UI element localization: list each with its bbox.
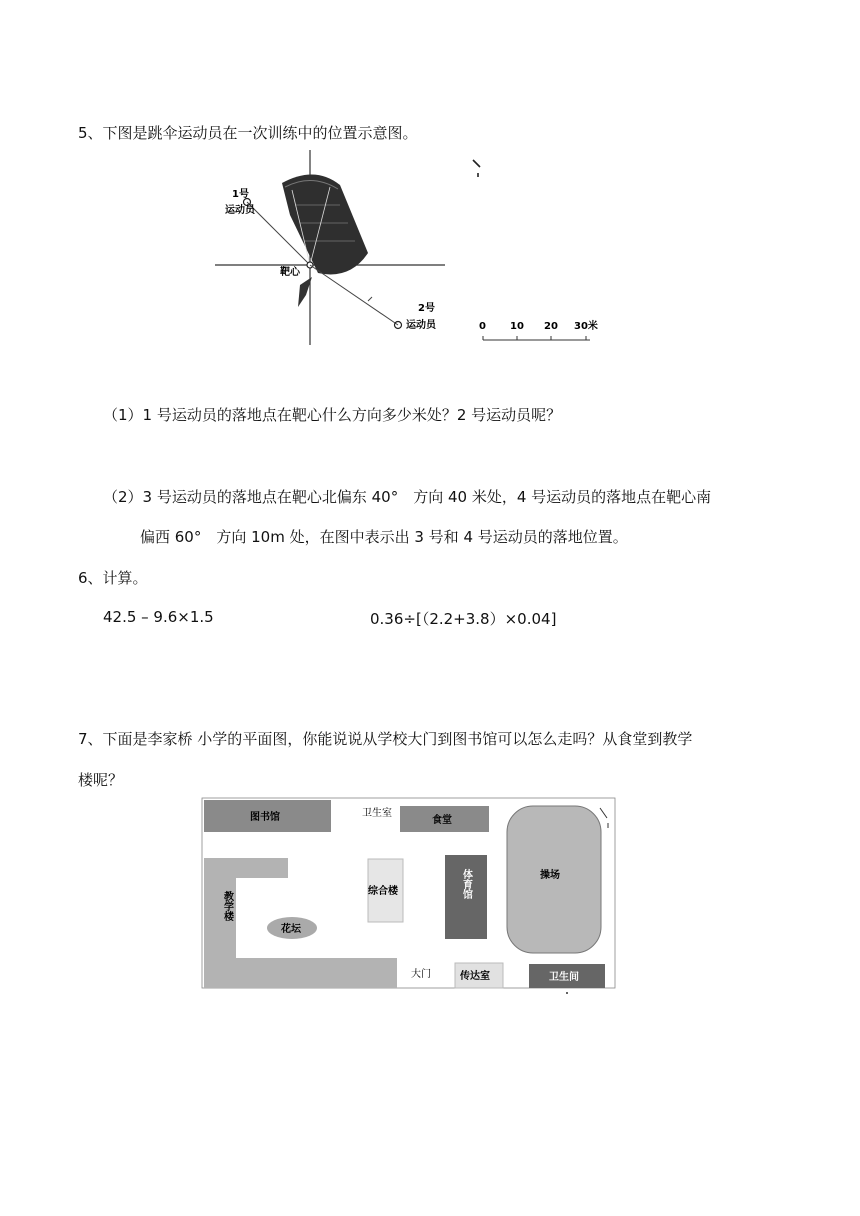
- scale-bar: [479, 319, 598, 340]
- map-teaching-label: 教学楼: [221, 891, 233, 921]
- map-canteen-label: 食堂: [432, 815, 452, 826]
- parachute-icon: [282, 174, 368, 307]
- svg-text:20: 20: [544, 321, 558, 332]
- athlete2-label-line2: 运动员: [406, 320, 436, 331]
- athlete1-label-line1: 1号: [232, 189, 249, 200]
- question-7-title-line-2: 楼呢？: [78, 771, 124, 789]
- athlete2-label-line1: 2号: [418, 303, 435, 314]
- athlete1-label-line2: 运动员: [225, 205, 255, 216]
- map-reception-label: 传达室: [460, 971, 490, 982]
- parachute-diagram: [200, 145, 640, 355]
- calculation-1: 42.5 – 9.6×1.5: [103, 608, 214, 626]
- school-map: [202, 798, 617, 998]
- map-gate-label: 大门: [411, 969, 431, 980]
- map-library-label: 图书馆: [250, 812, 280, 823]
- question-5-part-1: （1）1 号运动员的落地点在靶心什么方向多少米处？2 号运动员呢？: [103, 406, 562, 424]
- svg-text:0: 0: [479, 321, 486, 332]
- svg-text:30米: 30米: [574, 321, 598, 332]
- map-gym-label: 体育馆: [460, 869, 472, 899]
- calculation-2: 0.36÷[（2.2+3.8）×0.04]: [370, 610, 557, 628]
- map-restroom-label: 卫生间: [549, 972, 579, 983]
- map-clinic-label: 卫生室: [362, 808, 392, 819]
- question-5-part-2-line-1: （2）3 号运动员的落地点在靶心北偏东 40° 方向 40 米处，4 号运动员的落地点在靶心南: [103, 488, 712, 506]
- svg-text:10: 10: [510, 321, 524, 332]
- target-center-label: 靶心: [280, 267, 300, 278]
- question-5-title: 5、下图是跳伞运动员在一次训练中的位置示意图。: [78, 124, 418, 142]
- north-arrow-icon: [473, 160, 480, 177]
- question-7-title-line-1: 7、下面是李家桥 小学的平面图，你能说说从学校大门到图书馆可以怎么走吗？从食堂到教学: [78, 730, 693, 748]
- map-playground-label: 操场: [540, 870, 560, 881]
- map-complex-label: 综合楼: [368, 886, 398, 897]
- question-6-title: 6、计算。: [78, 569, 148, 587]
- map-flowerbed-label: 花坛: [281, 924, 301, 935]
- question-5-part-2-line-2: 偏西 60° 方向 10m 处，在图中表示出 3 号和 4 号运动员的落地位置。: [140, 528, 628, 546]
